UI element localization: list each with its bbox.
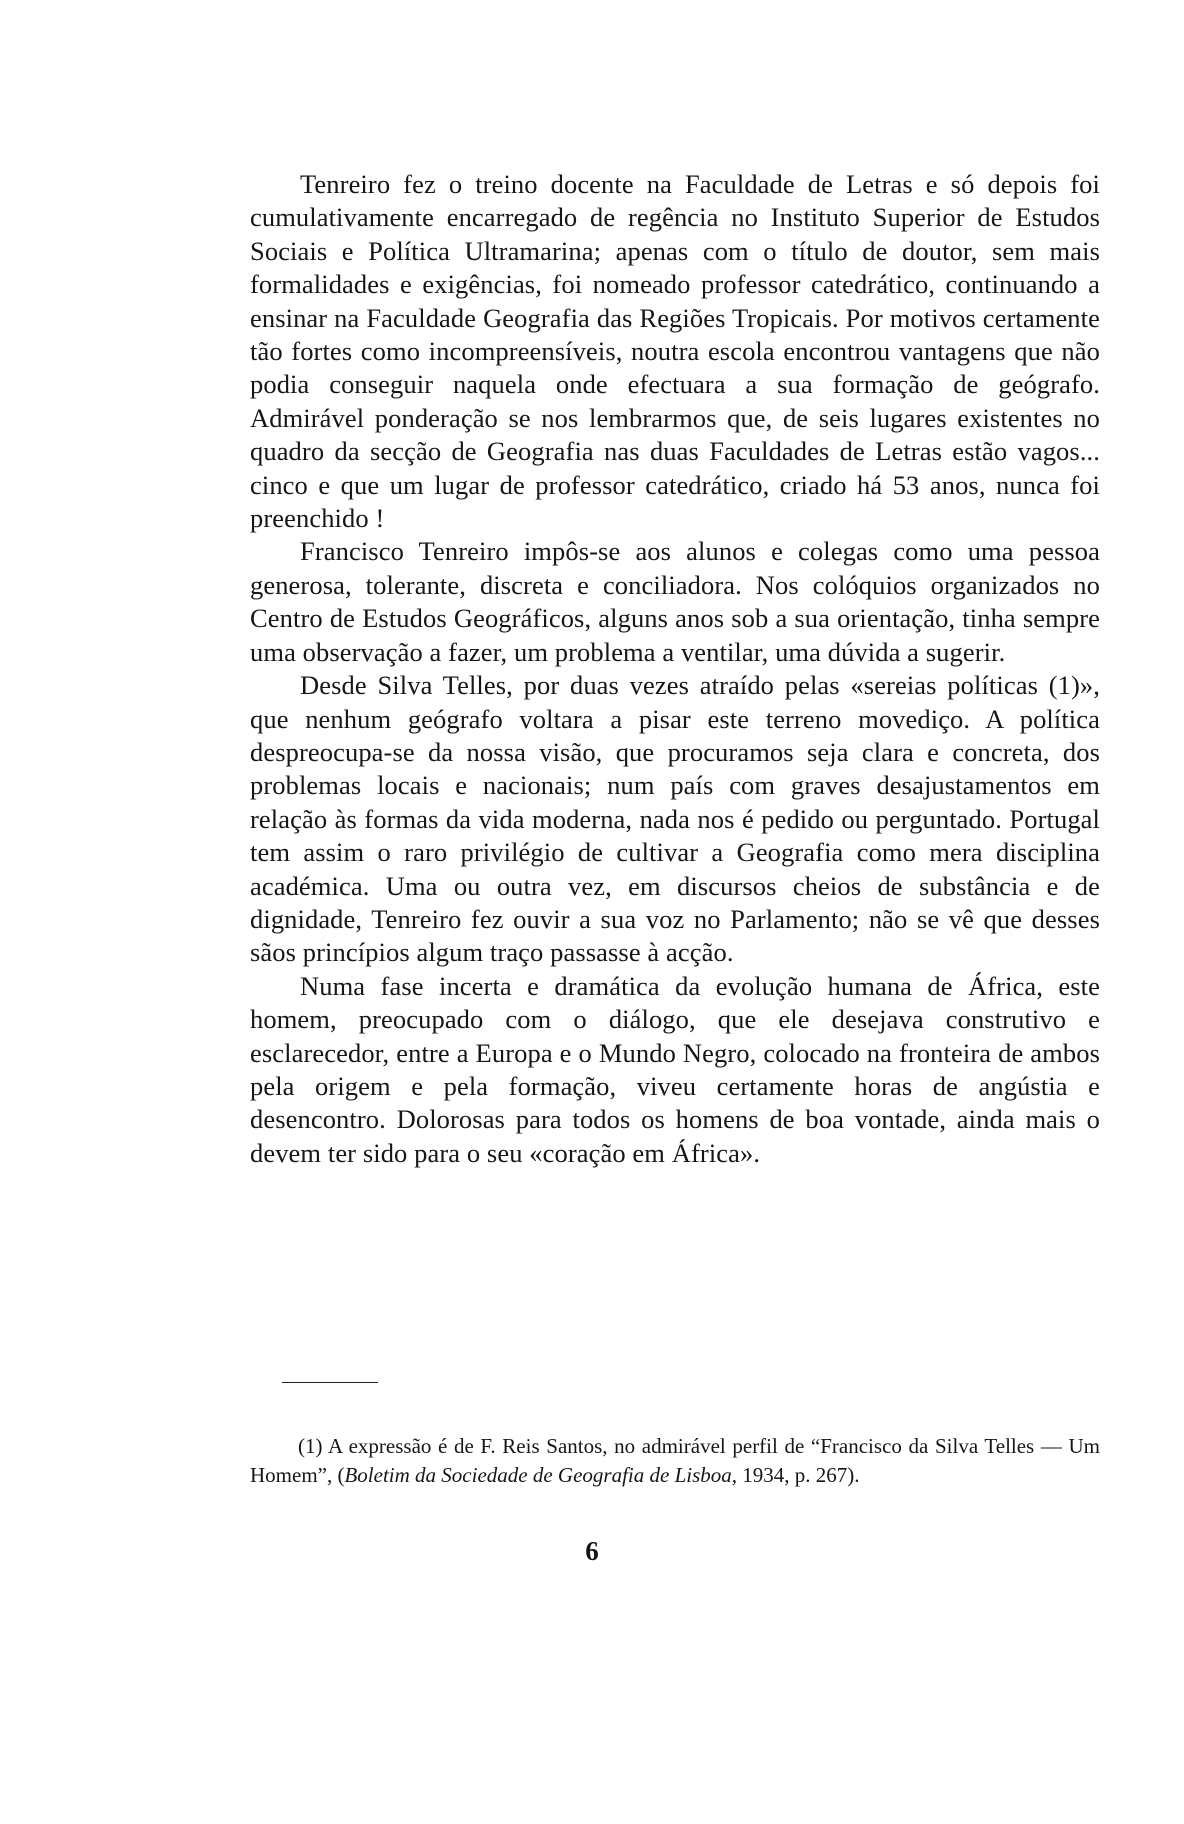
footnote — [250, 1432, 1100, 1490]
body-text — [250, 168, 1100, 1170]
footnote-tail: 1934, p. 267). — [737, 1463, 860, 1487]
paragraph-3: Desde Silva Telles, por duas vezes atraído pelas «sereias políticas (1)», que nenhum geógrafo voltara a pisar este terreno movediço. A política despreocupa-se da nossa visão, que procuramos seja clara e concreta, dos problemas locais e nacionais; num país com graves desajustamentos em relação às formas da vida moderna, nada nos é pedido ou perguntado. Portugal tem assim o raro privilégio de cultivar a Geografia como mera disciplina académica. Uma ou outra vez, em discursos cheios de substância e de dignidade, Tenreiro fez ouvir a sua voz no Parlamento; não se vê que desses sãos princípios algum traço passasse à acção. — [250, 670, 1100, 968]
page-number: 6 — [585, 1536, 599, 1566]
paragraph-4: Numa fase incerta e dramática da evolução humana de África, este homem, preocupado com o diálogo, que ele desejava construtivo e esclarecedor, entre a Europa e o Mundo Negro, colocado na fronteira de ambos pela origem e pela formação, viveu certamente horas de angústia e desencontro. Dolorosas para todos os homens de boa vontade, ainda mais o devem ter sido para o seu «coração em África». — [250, 970, 1100, 1168]
footnote-separator — [282, 1382, 378, 1383]
footnote-text — [250, 1432, 1100, 1490]
footnote-lead: (1) A expressão é de F. Reis Santos, no admirável perfil de “Francisco da Silva Telles — Um Homem”, ( — [250, 1434, 1100, 1487]
paragraph-2: Francisco Tenreiro impôs-se aos alunos e colegas como uma pessoa generosa, tolerante, discreta e conciliadora. Nos colóquios organizados no Centro de Estudos Geográficos, alguns anos sob a sua orientação, tinha sempre uma observação a fazer, um problema a ventilar, uma dúvida a sugerir. — [250, 536, 1100, 667]
footnote-source-title: Boletim da Sociedade de Geografia de Lisboa, — [344, 1463, 738, 1487]
paragraph-1: Tenreiro fez o treino docente na Faculdade de Letras e só depois foi cumulativamente encarregado de regência no Instituto Superior de Estudos Sociais e Política Ultramarina; apenas com o título de doutor, sem mais formalidades e exigências, foi nomeado professor catedrático, continuando a ensinar na Faculdade Geografia das Regiões Tropicais. Por motivos certamente tão fortes como incompreensíveis, noutra escola encontrou vantagens que não podia conseguir naquela onde efectuara a sua formação de geógrafo. Admirável ponderação se nos lembrarmos que, de seis lugares existentes no quadro da secção de Geografia nas duas Faculdades de Letras estão vagos... cinco e que um lugar de professor catedrático, criado há 53 anos, nunca foi preenchido ! — [250, 169, 1100, 534]
